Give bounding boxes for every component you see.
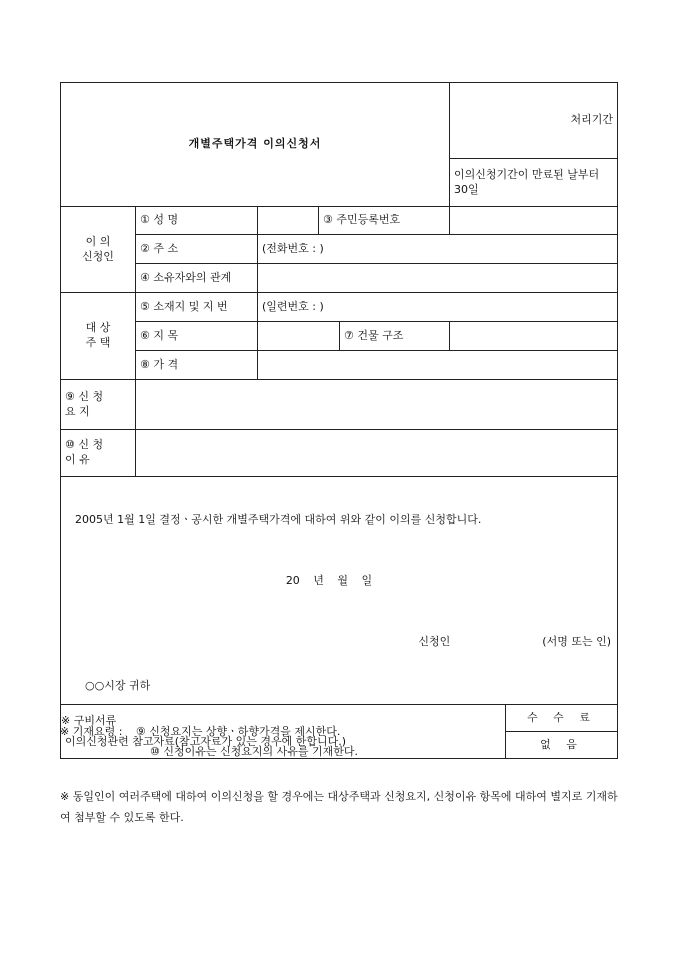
price-label: ⑧ 가 격 — [136, 351, 258, 380]
declaration-statement: 2005년 1월 1일 결정ㆍ공시한 개별주택가격에 대하여 위와 같이 이의를 신청합니다. — [75, 512, 482, 526]
writing-guide-item-9: ⑨ 신청요지는 상향ㆍ하향가격을 제시한다. — [135, 725, 341, 738]
fee-value: 없 음 — [506, 732, 618, 759]
objection-form-table — [60, 82, 618, 759]
form-title: 개별주택가격 이의신청서 — [61, 83, 450, 207]
processing-period-value: 이의신청기간이 만료된 날부터 30일 — [450, 159, 618, 207]
processing-period-label: 처리기간 — [450, 83, 618, 159]
fee-label: 수 수 료 — [506, 705, 618, 732]
location-label: ⑤ 소재지 및 지 번 — [136, 293, 258, 322]
land-category-label: ⑥ 지 목 — [136, 322, 258, 351]
price-field[interactable] — [258, 351, 618, 380]
writing-guide-item-10: ⑩ 신청이유는 신청요지의 사유를 기재한다. — [150, 745, 358, 758]
addressee: ○○시장 귀하 — [85, 679, 151, 693]
request-reason-field[interactable] — [136, 430, 618, 477]
name-field[interactable] — [258, 207, 319, 235]
applicant-sign-label: 신청인 — [418, 634, 451, 648]
required-documents-item: 이의신청관련 참고자료(참고자료가 있는 경우에 한합니다.) — [65, 734, 347, 748]
signature-note: (서명 또는 인) — [542, 634, 612, 648]
request-gist-label: ⑨ 신 청 요 지 — [61, 380, 136, 430]
target-house-group-label: 대 상 주 택 — [61, 293, 136, 380]
serial-number-hint: (일련번호 : ) — [262, 299, 324, 313]
writing-guide-line-9 — [60, 722, 620, 742]
name-label: ① 성 명 — [136, 207, 258, 235]
location-field[interactable] — [258, 293, 618, 322]
building-structure-label: ⑦ 건물 구조 — [340, 322, 450, 351]
request-gist-field[interactable] — [136, 380, 618, 430]
notes-section — [60, 722, 620, 828]
required-documents-title: ※ 구비서류 — [61, 713, 117, 727]
land-category-field[interactable] — [258, 322, 340, 351]
date-line: 20 년 월 일 — [285, 573, 373, 587]
phone-number-hint: (전화번호 : ) — [262, 241, 324, 255]
address-label: ② 주 소 — [136, 235, 258, 264]
building-structure-field[interactable] — [450, 322, 618, 351]
declaration-section — [61, 477, 618, 705]
applicant-group-label: 이 의 신청인 — [61, 207, 136, 293]
multiple-houses-footnote: ※ 동일인이 여러주택에 대하여 이의신청을 할 경우에는 대상주택과 신청요지, 신청이유 항목에 대하여 별지로 기재하여 첨부할 수 있도록 한다. — [60, 790, 618, 824]
writing-guide-prefix: ※ 기재요령 : — [60, 725, 123, 738]
owner-relation-field[interactable] — [258, 264, 618, 293]
applicant-signature-line — [65, 635, 613, 650]
resident-number-label: ③ 주민등록번호 — [319, 207, 450, 235]
address-field[interactable] — [258, 235, 618, 264]
request-reason-label: ⑩ 신 청 이 유 — [61, 430, 136, 477]
owner-relation-label: ④ 소유자와의 관계 — [136, 264, 258, 293]
resident-number-field[interactable] — [450, 207, 618, 235]
